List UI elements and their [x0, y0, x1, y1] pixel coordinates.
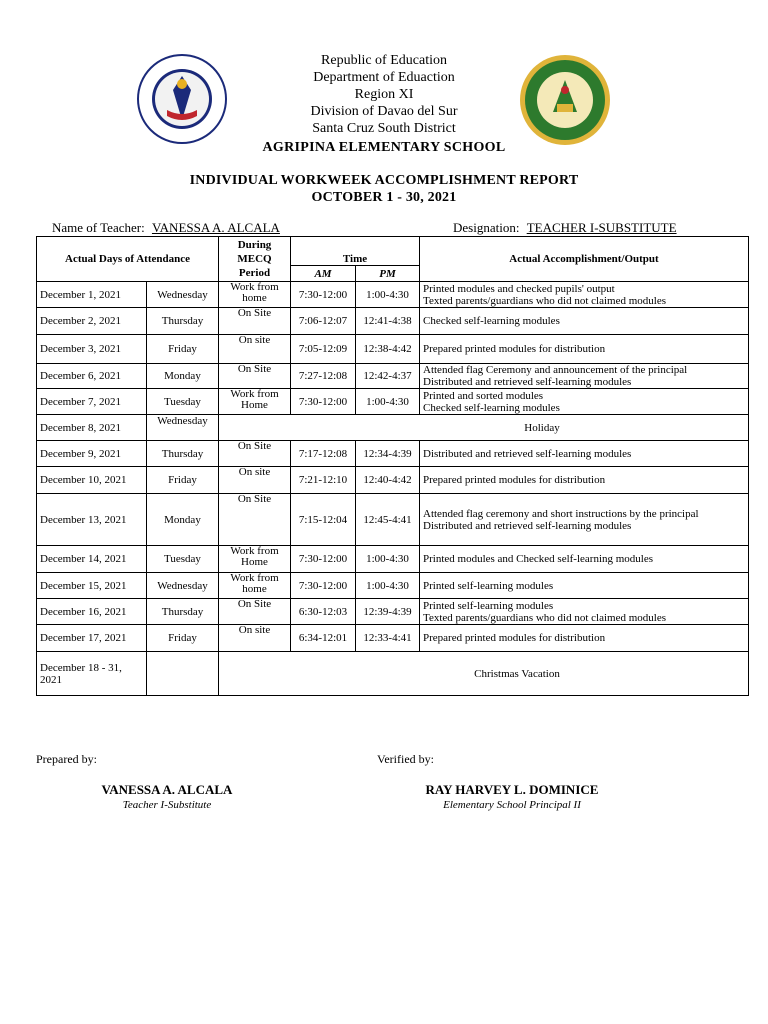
cell-day: Friday [147, 625, 219, 652]
output-line: Distributed and retrieved self-learning modules [423, 519, 632, 532]
table-row [37, 573, 749, 599]
cell-date: December 17, 2021 [37, 625, 147, 652]
output-line: Printed self-learning modules [423, 579, 554, 592]
cell-am: 7:30-12:00 [291, 282, 356, 308]
cell-pm: 12:34-4:39 [356, 441, 420, 467]
cell-day [147, 652, 219, 696]
header-am: AM [291, 266, 356, 282]
cell-output [420, 308, 749, 335]
header-line-5: Santa Cruz South District [312, 121, 456, 136]
table-row [37, 599, 749, 625]
cell-output [420, 389, 749, 415]
cell-mode: On Site [219, 364, 291, 389]
preparer-name: VANESSA A. ALCALA [101, 782, 233, 797]
verifier-name: RAY HARVEY L. DOMINICE [425, 782, 599, 797]
table-body [37, 282, 749, 696]
cell-day: Tuesday [147, 389, 219, 415]
designation-label: Designation: [453, 220, 520, 235]
cell-pm: 12:41-4:38 [356, 308, 420, 335]
cell-am: 7:30-12:00 [291, 389, 356, 415]
cell-mode: On Site [219, 599, 291, 625]
cell-pm: 12:42-4:37 [356, 364, 420, 389]
cell-mode: On site [219, 335, 291, 364]
cell-output [420, 546, 749, 573]
header-pm: PM [356, 266, 420, 282]
cell-pm: 1:00-4:30 [356, 546, 420, 573]
cell-output [420, 625, 749, 652]
preparer-title: Teacher I-Substitute [122, 799, 212, 811]
cell-am: 7:05-12:09 [291, 335, 356, 364]
report-title: INDIVIDUAL WORKWEEK ACCOMPLISHMENT REPORT [189, 173, 579, 188]
accomplishment-table [36, 236, 749, 696]
table-row [37, 441, 749, 467]
cell-day: Monday [147, 364, 219, 389]
cell-day: Wednesday [147, 282, 219, 308]
output-line: Checked self-learning modules [423, 315, 560, 327]
table-row [37, 652, 749, 696]
cell-pm: 12:33-4:41 [356, 625, 420, 652]
table-row [37, 546, 749, 573]
cell-am: 7:17-12:08 [291, 441, 356, 467]
output-line: Prepared printed modules for distribution [423, 343, 606, 355]
table-row [37, 335, 749, 364]
cell-am: 7:27-12:08 [291, 364, 356, 389]
document-header [0, 52, 768, 156]
cell-output [420, 467, 749, 494]
cell-date: December 3, 2021 [37, 335, 147, 364]
cell-date: December 9, 2021 [37, 441, 147, 467]
cell-output [420, 441, 749, 467]
cell-mode: On site [219, 625, 291, 652]
output-line: Distributed and retrieved self-learning modules [423, 447, 632, 460]
cell-date: December 8, 2021 [37, 415, 147, 441]
table-row [37, 308, 749, 335]
prepared-by-label: Prepared by: [36, 752, 97, 766]
cell-mode: On Site [219, 494, 291, 546]
cell-day: Tuesday [147, 546, 219, 573]
cell-am: 6:30-12:03 [291, 599, 356, 625]
header-time: Time [291, 237, 420, 266]
cell-output [420, 282, 749, 308]
cell-am: 7:30-12:00 [291, 573, 356, 599]
output-line: Attended flag Ceremony and announcement of the principal [423, 364, 688, 376]
cell-mode: Work from Home [219, 546, 291, 573]
output-line: Printed and sorted modules [423, 389, 544, 402]
cell-day: Wednesday [147, 415, 219, 441]
cell-mode: On Site [219, 308, 291, 335]
output-line: Printed self-learning modules [423, 599, 554, 612]
cell-date: December 14, 2021 [37, 546, 147, 573]
cell-am: 6:34-12:01 [291, 625, 356, 652]
header-line-4: Division of Davao del Sur [310, 104, 458, 119]
output-line: Attended flag ceremony and short instructions by the principal [423, 507, 699, 520]
header-line-1: Republic of Education [321, 53, 447, 68]
school-name: AGRIPINA ELEMENTARY SCHOOL [262, 140, 506, 155]
cell-date: December 2, 2021 [37, 308, 147, 335]
cell-mode: Work from home [219, 282, 291, 308]
cell-date: December 6, 2021 [37, 364, 147, 389]
table-row [37, 364, 749, 389]
cell-date: December 13, 2021 [37, 494, 147, 546]
output-line: Checked self-learning modules [423, 401, 560, 414]
report-period: OCTOBER 1 - 30, 2021 [311, 190, 457, 205]
report-title-block [0, 172, 768, 206]
output-line: Texted parents/guardians who did not claimed modules [423, 611, 667, 624]
table-row [37, 494, 749, 546]
cell-output [420, 335, 749, 364]
header-mecq: During MECQ Period [219, 237, 291, 282]
cell-output [420, 573, 749, 599]
designation-field [453, 220, 677, 236]
header-attendance: Actual Days of Attendance [37, 237, 219, 282]
cell-holiday: Christmas Vacation [219, 652, 749, 696]
cell-date: December 7, 2021 [37, 389, 147, 415]
table-row [37, 467, 749, 494]
cell-day: Thursday [147, 441, 219, 467]
output-line: Prepared printed modules for distribution [423, 632, 606, 644]
table-row [37, 389, 749, 415]
teacher-name-label: Name of Teacher: [52, 220, 145, 235]
output-line: Texted parents/guardians who did not claimed modules [423, 294, 667, 307]
output-line: Printed modules and checked pupils' output [423, 282, 615, 295]
verified-by-label: Verified by: [377, 752, 434, 766]
header-line-2: Department of Eduaction [313, 70, 455, 85]
cell-date: December 15, 2021 [37, 573, 147, 599]
cell-pm: 1:00-4:30 [356, 389, 420, 415]
cell-date: December 18 - 31, 2021 [37, 652, 147, 696]
cell-output [420, 494, 749, 546]
cell-day: Friday [147, 335, 219, 364]
cell-output [420, 599, 749, 625]
cell-mode: On Site [219, 441, 291, 467]
cell-holiday: Holiday [219, 415, 749, 441]
cell-output [420, 364, 749, 389]
output-line: Printed modules and Checked self-learning modules [423, 553, 654, 565]
header-output: Actual Accomplishment/Output [420, 237, 749, 282]
cell-day: Thursday [147, 599, 219, 625]
cell-day: Thursday [147, 308, 219, 335]
output-line: Distributed and retrieved self-learning modules [423, 376, 632, 388]
cell-day: Monday [147, 494, 219, 546]
cell-pm: 12:38-4:42 [356, 335, 420, 364]
cell-pm: 12:40-4:42 [356, 467, 420, 494]
cell-day: Wednesday [147, 573, 219, 599]
cell-day: Friday [147, 467, 219, 494]
cell-pm: 1:00-4:30 [356, 573, 420, 599]
cell-am: 7:15-12:04 [291, 494, 356, 546]
cell-date: December 16, 2021 [37, 599, 147, 625]
table-row [37, 625, 749, 652]
cell-mode: On site [219, 467, 291, 494]
output-line: Prepared printed modules for distribution [423, 474, 606, 486]
cell-pm: 12:39-4:39 [356, 599, 420, 625]
cell-am: 7:21-12:10 [291, 467, 356, 494]
cell-mode: Work from home [219, 573, 291, 599]
cell-am: 7:06-12:07 [291, 308, 356, 335]
table-row [37, 415, 749, 441]
table-row [37, 282, 749, 308]
designation-value: TEACHER I-SUBSTITUTE [526, 220, 677, 235]
cell-mode: Work from Home [219, 389, 291, 415]
teacher-name: VANESSA A. ALCALA [151, 220, 280, 235]
cell-am: 7:30-12:00 [291, 546, 356, 573]
verifier-title: Elementary School Principal II [443, 799, 581, 811]
cell-pm: 12:45-4:41 [356, 494, 420, 546]
cell-date: December 1, 2021 [37, 282, 147, 308]
cell-date: December 10, 2021 [37, 467, 147, 494]
header-line-3: Region XI [354, 87, 414, 102]
cell-pm: 1:00-4:30 [356, 282, 420, 308]
teacher-info [52, 220, 712, 236]
